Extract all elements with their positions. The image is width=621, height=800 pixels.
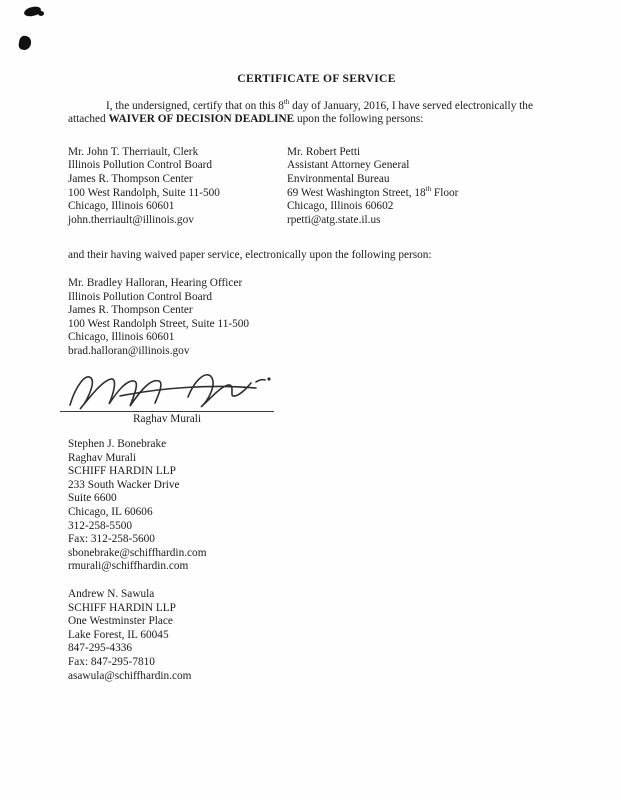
text-line: Chicago, IL 60606 [68,506,153,519]
attorney-contact-block-2 [68,588,565,683]
address-line-with-superscript [287,184,565,201]
text-line: Illinois Pollution Control Board [68,159,213,172]
ordinal-superscript: th [425,184,432,193]
text-line: SCHIFF HARDIN LLP [68,465,176,478]
recipient-lines-top [287,146,565,187]
text-line: James R. Thompson Center [68,172,193,185]
text-line: Chicago, Illinois 60601 [68,331,175,344]
text-line: Raghav Murali [68,451,137,464]
ordinal-superscript: th [283,97,290,106]
text-line: sbonebrake@schiffhardin.com [68,546,207,559]
scan-artifact-blob [18,35,32,51]
recipient-block-attorney-general [287,146,565,228]
recipient-lines-bottom [287,200,565,227]
text-line: brad.halloran@illinois.gov [68,344,190,357]
text-line: 233 South Wacker Drive [68,478,180,491]
text-line: Mr. Robert Petti [287,145,361,158]
document-title: CERTIFICATE OF SERVICE [237,72,396,85]
text-line: Illinois Pollution Control Board [68,290,213,303]
address-text-2: Floor [431,186,459,199]
handwritten-signature [60,365,274,411]
signature-area [60,365,274,427]
text-line: James R. Thompson Center [68,304,193,317]
text-line: Fax: 312-258-5600 [68,533,155,546]
text-line: Environmental Bureau [287,172,390,185]
text-line: john.therriault@illinois.gov [68,213,194,226]
text-line: rpetti@atg.state.il.us [287,213,381,226]
document-content [0,72,621,683]
text-line: Fax: 847-295-7810 [68,656,155,668]
intro-text-3: upon the following persons: [294,113,424,126]
text-line: Stephen J. Bonebrake [68,438,167,451]
scan-artifact-speck [38,11,44,16]
text-line: rmurali@schiffhardin.com [68,560,189,573]
signature-line [60,411,274,412]
recipient-block-hearing-officer [68,277,565,359]
text-line: One Westminster Place [68,615,173,628]
address-text-1: 69 West Washington Street, 18 [287,186,426,199]
text-line: Mr. Bradley Halloran, Hearing Officer [68,276,243,289]
text-line: Lake Forest, IL 60045 [68,628,169,641]
text-line: 100 West Randolph Street, Suite 11-500 [68,317,250,330]
text-line: asawula@schiffhardin.com [68,669,192,682]
recipient-block-clerk [68,146,287,228]
text-line: Chicago, Illinois 60602 [287,200,394,213]
text-line: Suite 6600 [68,492,117,505]
text-line: Mr. John T. Therriault, Clerk [68,145,199,158]
text-line: 312-258-5500 [68,519,133,532]
text-line: Andrew N. Sawula [68,588,155,601]
recipients-columns [68,146,565,228]
intro-text-1: I, the undersigned, certify that on this 8 [106,99,284,112]
text-line: SCHIFF HARDIN LLP [68,601,176,614]
text-line: 100 West Randolph, Suite 11-500 [68,186,220,199]
waiver-statement: and their having waived paper service, electronically upon the following person: [68,249,432,262]
signatory-printed-name: Raghav Murali [132,412,202,425]
text-line: 847-295-4336 [68,642,133,655]
attorney-contact-block-1 [68,438,565,574]
intro-text-2: day of January, 2016, I have served electronically the attached [68,99,533,126]
text-line: Assistant Attorney General [287,159,410,172]
intro-paragraph [68,97,565,127]
text-line: Chicago, Illinois 60601 [68,200,175,213]
signature-period-dot [267,377,270,380]
document-name-bold: WAIVER OF DECISION DEADLINE [108,113,295,126]
